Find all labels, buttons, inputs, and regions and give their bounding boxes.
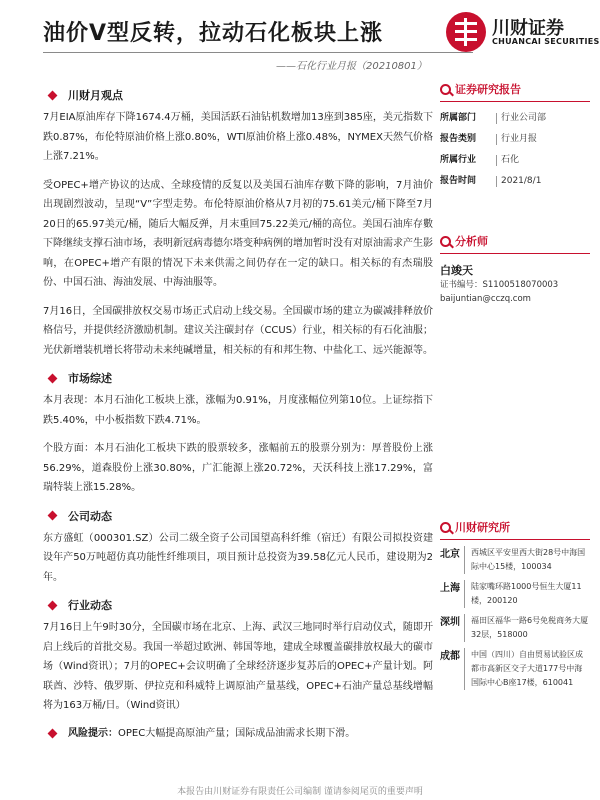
logo-mark-icon — [446, 12, 486, 52]
office-item: 成都 中国（四川）自由贸易试验区成都市高新区交子大道177号中海国际中心B座17楼，610041 — [440, 648, 590, 690]
sidebar-divider — [440, 101, 590, 102]
sidebar-heading-research: 川财研究所 — [440, 518, 590, 536]
diamond-bullet-icon — [48, 511, 58, 521]
diamond-bullet-icon — [48, 90, 58, 100]
section-heading-company: 公司动态 — [43, 507, 433, 525]
main-content — [43, 80, 433, 747]
risk-text: OPEC大幅提高原油产量；国际成品油需求长期下滑。 — [118, 728, 356, 739]
paragraph: 本月表现：本月石油化工板块上涨，涨幅为0.91%，月度涨幅位列第10位。上证综指下跌5.40%，中小板指数下跌4.71%。 — [43, 395, 433, 426]
office-item: 北京 西城区平安里西大街28号中海国际中心15楼，100034 — [440, 546, 590, 574]
paragraph: 受OPEC+增产协议的达成、全球疫情的反复以及美国石油库存數下降的影响，7月油价出现剧烈波动，呈现“V”字型走势。布伦特原油价格从7月初的75.61美元/桶下降至7月20日的65.97美元/桶，随后大幅反弹，月末重回75.22美元/桶的高位。美国石油库存數下降继续支撑石油市场，表明新冠病毒德尔塔变种病例的增加暂时没有对原油需求产生影响，在OPEC+增产有限的情况下未来供需之间仍存在一定的缺口。相关标的有杰瑞股份、中国石油、海油发展、中海油服等。 — [43, 179, 433, 288]
section-heading-market: 市场综述 — [43, 369, 433, 387]
logo-text-en: CHUANCAI SECURITIES — [492, 37, 600, 46]
info-row: 所属部门 行业公司部 — [440, 113, 547, 123]
diamond-bullet-icon — [48, 373, 58, 383]
info-row: 报告时间 2021/8/1 — [440, 176, 542, 186]
page-footer: 本报告由川财证券有限责任公司编制 谨请参阅尾页的重要声明 — [177, 787, 423, 797]
paragraph: 7月16日上午9时30分，全国碳市场在北京、上海、武汉三地同时举行启动仪式，随即开启上线后的首批交易。我国一举超过欧洲、韩国等地，建成全球覆盖碳排放权最大的碳市场（Wind资讯）；7月的OPEC+会议明确了全球经济逐步复苏后的OPEC+产量计划。阿联酋、沙特、俄罗斯、伊拉克和科威特上调原油产量基线，OPEC+石油产量总基线增幅将为163万桶/日。（Wind资讯） — [43, 622, 433, 711]
info-row: 所属行业 石化 — [440, 155, 520, 165]
sidebar-heading-report: 证券研究报告 — [440, 80, 590, 98]
magnifier-icon — [440, 522, 451, 533]
sidebar-heading-analyst: 分析师 — [440, 232, 590, 250]
magnifier-icon — [440, 236, 451, 247]
section-heading-industry: 行业动态 — [43, 596, 433, 614]
logo-text-cn: 川财证券 — [492, 18, 564, 39]
magnifier-icon — [440, 84, 451, 95]
risk-label: 风险提示： — [68, 728, 118, 739]
paragraph: 7月EIA原油库存下降1674.4万桶，美国活跃石油钻机数增加13座到385座，美元指数下跌0.87%，布伦特原油价格上涨0.80%，WTI原油价格上涨0.48%，NYMEX天然气价格上涨7.21%。 — [43, 112, 433, 162]
section-heading-view: 川财月观点 — [43, 86, 433, 104]
analyst-name: 白竣天 — [440, 264, 473, 277]
header-divider — [43, 52, 473, 53]
paragraph: 东方盛虹（000301.SZ）公司二级全资子公司国望高科纤维（宿迁）有限公司拟投资建设年产50万吨超仿真功能性纤维项目，项目预计总投资为39.58亿元人民币，建设期为2年。 — [43, 532, 433, 583]
diamond-bullet-icon — [48, 729, 58, 739]
analyst-cert: 证书编号：S1100518070003 — [440, 280, 559, 290]
risk-warning — [43, 725, 433, 743]
analyst-email[interactable]: baijuntian@cczq.com — [440, 294, 531, 304]
office-list — [440, 546, 590, 690]
diamond-bullet-icon — [48, 600, 58, 610]
paragraph: 7月16日，全国碳排放权交易市场正式启动上线交易。全国碳市场的建立为碳减排释放价格信号，并提供经济激励机制。建议关注碳封存（CCUS）行业，相关标的有石化油服；光伏新增装机增长将带动未来纯碱增量，相关标的有和邦生物、中盐化工、远兴能源等。 — [43, 305, 433, 356]
office-item: 上海 陆家嘴环路1000号恒生大厦11楼，200120 — [440, 580, 590, 608]
sidebar-divider — [440, 253, 590, 254]
info-row: 报告类别 行业月报 — [440, 134, 538, 144]
office-item: 深圳 福田区福华一路6号免税商务大厦32层，518000 — [440, 614, 590, 642]
sidebar — [440, 80, 590, 696]
company-logo — [446, 12, 600, 56]
report-subtitle: ——石化行业月报（20210801） — [276, 61, 427, 72]
paragraph: 个股方面：本月石油化工板块下跌的股票较多，涨幅前五的股票分别为：厚普股份上涨56.29%，道森股份上涨30.80%，广汇能源上涨20.72%，天沃科技上涨17.29%，富瑞特装上涨15.28%。 — [43, 443, 433, 493]
report-title: 油价V型反转，拉动石化板块上涨 — [43, 21, 384, 46]
sidebar-divider — [440, 539, 590, 540]
